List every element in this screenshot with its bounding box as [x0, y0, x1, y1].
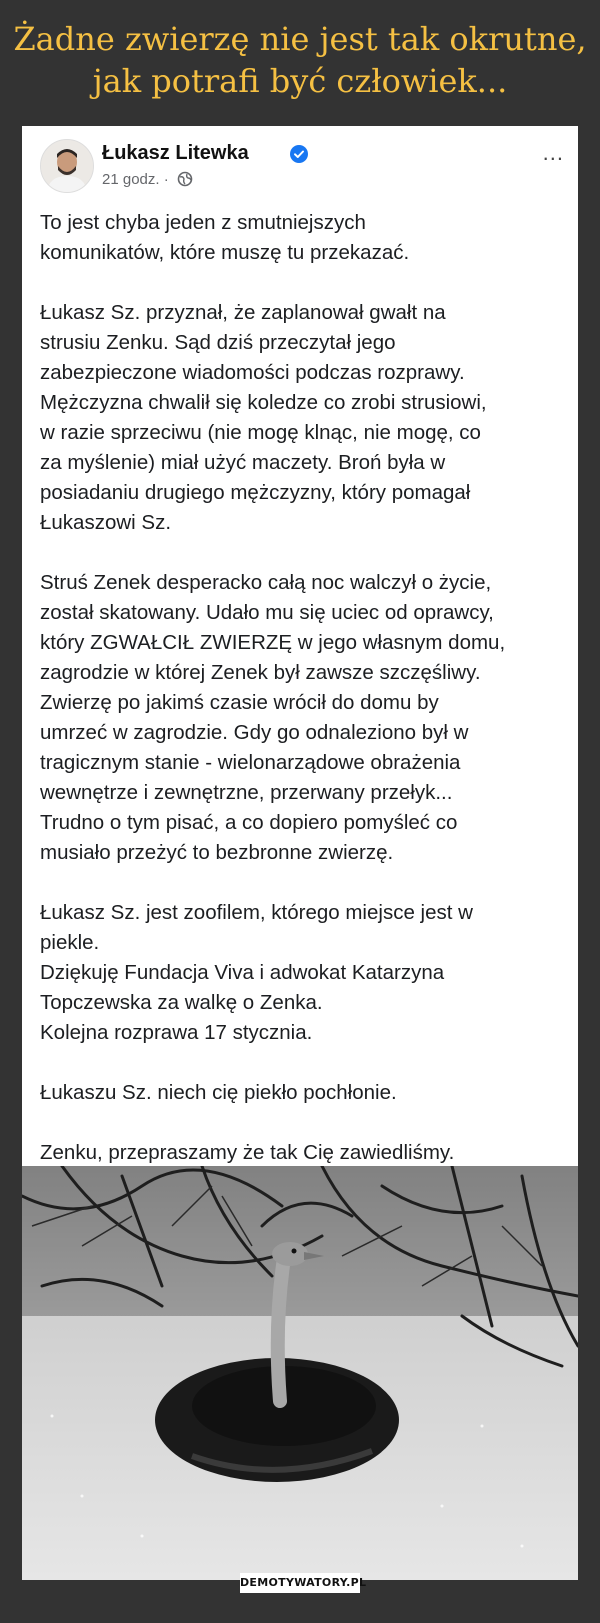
post-line: posiadaniu drugiego mężczyzny, który pomagał: [40, 481, 471, 504]
globe-icon: [177, 171, 193, 187]
more-options-icon[interactable]: ...: [542, 140, 564, 165]
author-name[interactable]: Łukasz Litewka: [102, 142, 249, 164]
post-meta: [102, 171, 193, 188]
post-line: Łukaszu Sz. niech cię piekło pochłonie.: [40, 1081, 397, 1104]
post-header: [40, 139, 578, 199]
post-line: Kolejna rozprawa 17 stycznia.: [40, 1021, 313, 1044]
profile-photo: [41, 140, 93, 192]
post-line: zabezpieczone wiadomości podczas rozprawy.: [40, 361, 465, 384]
post-line: Łukasz Sz. jest zoofilem, którego miejsce jest w: [40, 901, 473, 924]
post-line: tragicznym stanie - wielonarządowe obrażenia: [40, 751, 461, 774]
post-paragraph: [40, 298, 568, 538]
post-line: w razie sprzeciwu (nie mogę klnąc, nie mogę, co: [40, 421, 481, 444]
post-line: To jest chyba jeden z smutniejszych: [40, 211, 366, 234]
post-line: Dziękuję Fundacja Viva i adwokat Katarzyna: [40, 961, 445, 984]
post-line: który ZGWAŁCIŁ ZWIERZĘ w jego własnym domu,: [40, 631, 506, 654]
post-line: Struś Zenek desperacko całą noc walczył o życie,: [40, 571, 492, 594]
post-line: Zwierzę po jakimś czasie wrócił do domu by: [40, 691, 439, 714]
post-line: Łukasz Sz. przyznał, że zaplanował gwałt na: [40, 301, 446, 324]
post-paragraph: [40, 1078, 568, 1108]
post-line: został skatowany. Udało mu się uciec od oprawcy,: [40, 601, 494, 624]
post-line: Łukaszowi Sz.: [40, 511, 172, 534]
post-line: Trudno o tym pisać, a co dopiero pomyśleć co: [40, 811, 458, 834]
ostrich-photo: [22, 1166, 578, 1580]
post-line: komunikatów, które muszę tu przekazać.: [40, 241, 410, 264]
post-line: za myślenie) miał użyć maczety. Broń była w: [40, 451, 446, 474]
verified-badge-icon: [290, 145, 308, 163]
watermark: DEMOTYWATORY.PL: [240, 1573, 360, 1593]
headline-line-1: Żadne zwierzę nie jest tak okrutne,: [13, 20, 587, 58]
post-line: strusiu Zenku. Sąd dziś przeczytał jego: [40, 331, 396, 354]
avatar[interactable]: [40, 139, 94, 193]
facebook-post-card: [22, 126, 578, 1580]
post-line: zagrodzie w której Zenek był zawsze szczęśliwy.: [40, 661, 481, 684]
post-line: musiało przeżyć to bezbronne zwierzę.: [40, 841, 394, 864]
post-line: Topczewska za walkę o Zenka.: [40, 991, 323, 1014]
post-paragraph: [40, 898, 568, 1048]
post-paragraph: [40, 1138, 568, 1168]
post-paragraph: [40, 208, 568, 268]
headline-line-2: jak potrafi być człowiek...: [92, 62, 508, 100]
post-line: wewnętrze i zewnętrzne, przerwany przełyk...: [40, 781, 453, 804]
headline: [0, 18, 600, 102]
post-time[interactable]: 21 godz. ·: [102, 171, 169, 188]
post-line: Zenku, przepraszamy że tak Cię zawiedliśmy.: [40, 1141, 455, 1164]
ostrich-image: [22, 1166, 578, 1580]
post-line: Mężczyzna chwalił się koledze co zrobi strusiowi,: [40, 391, 487, 414]
post-text: [40, 208, 568, 1168]
post-line: piekle.: [40, 931, 100, 954]
post-paragraph: [40, 568, 568, 868]
post-line: umrzeć w zagrodzie. Gdy go odnaleziono był w: [40, 721, 469, 744]
